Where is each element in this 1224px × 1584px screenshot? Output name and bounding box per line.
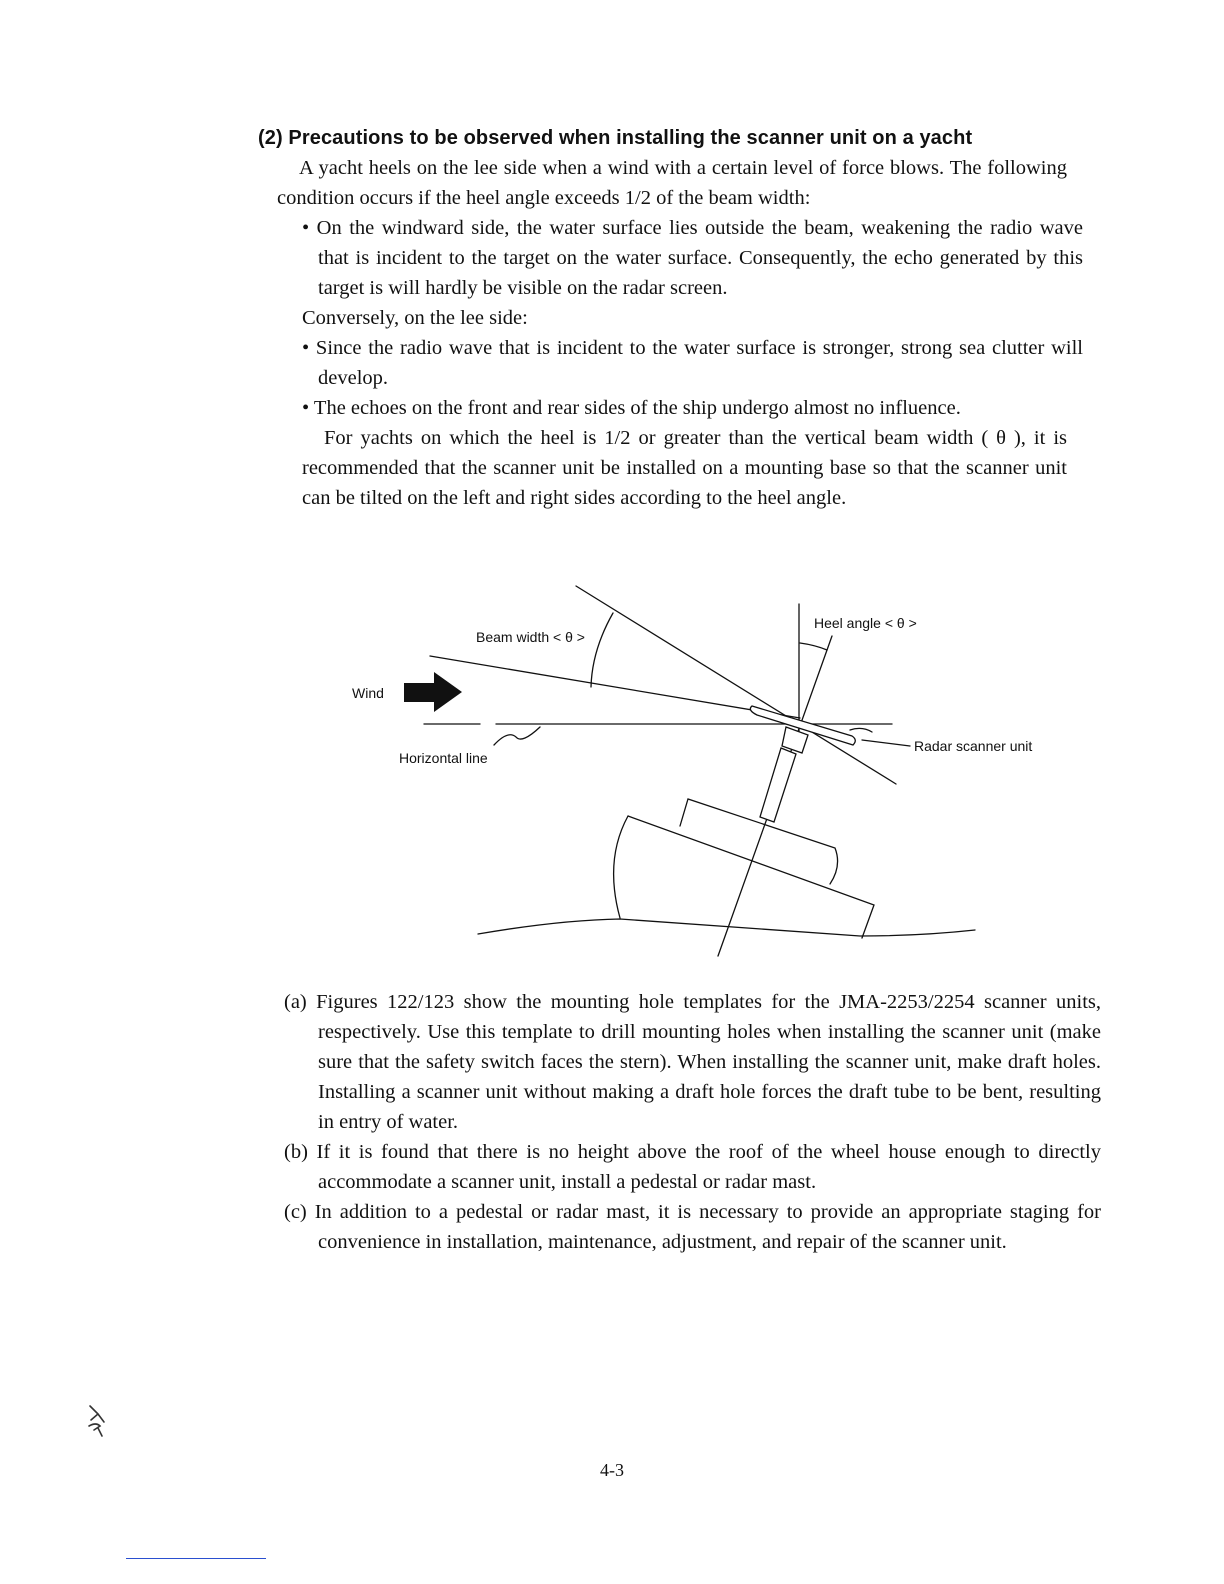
- beam-width-label: Beam width < θ >: [476, 629, 585, 645]
- recommendation-paragraph: For yachts on which the heel is 1/2 or greater than the vertical beam width ( θ ), it is recommended that the scanner unit be installed on a mounting base so that the scanner unit can be tilted on the left and right sides according to the heel angle.: [302, 427, 1067, 509]
- wind-label: Wind: [352, 685, 384, 701]
- horizontal-line-label: Horizontal line: [399, 750, 488, 766]
- intro-paragraph: A yacht heels on the lee side when a wind with a certain level of force blows. The following condition occurs if the heel angle exceeds 1/2 of the beam width:: [277, 157, 1067, 209]
- conversely-line: Conversely, on the lee side:: [302, 307, 528, 329]
- list-item-c: (c) In addition to a pedestal or radar mast, it is necessary to provide an appropriate staging for convenience in installation, maintenance, adjustment, and repair of the scanner unit.: [284, 1201, 1101, 1253]
- bullet-windward: • On the windward side, the water surface lies outside the beam, weakening the radio wave that is incident to the target on the water surface. Consequently, the echo generated by this target is will hardly be visible on the radar screen.: [302, 217, 1083, 299]
- radar-label-leader: [862, 740, 910, 746]
- list-item-b: (b) If it is found that there is no height above the roof of the wheel house enough to directly accommodate a scanner unit, install a pedestal or radar mast.: [284, 1141, 1101, 1193]
- section-heading: (2) Precautions to be observed when installing the scanner unit on a yacht: [258, 127, 973, 149]
- heel-angle-label: Heel angle < θ >: [814, 615, 917, 631]
- list-item-a: (a) Figures 122/123 show the mounting hole templates for the JMA-2253/2254 scanner units, respectively. Use this template to drill mounting holes when installing the scanner unit (make sure that the safety switch faces the stern). When installing the scanner unit, make draft holes. Installing a scanner unit without making a draft hole forces the draft tube to be bent, resulting in entry of water.: [284, 991, 1101, 1133]
- bullet-sea-clutter: • Since the radio wave that is incident to the water surface is stronger, strong sea clutter will develop.: [302, 337, 1083, 389]
- handwritten-margin-mark: [86, 1404, 108, 1438]
- yacht-hull: [614, 799, 874, 938]
- radar-beam-squiggle: [850, 728, 872, 732]
- heel-angle-arc: [800, 643, 827, 650]
- radar-scanner-label: Radar scanner unit: [914, 738, 1033, 754]
- bullet-echoes: • The echoes on the front and rear sides of the ship undergo almost no influence.: [302, 397, 961, 419]
- beam-width-arc: [591, 613, 613, 687]
- page-number: 4-3: [600, 1460, 624, 1480]
- horizontal-line-leader: [494, 727, 540, 745]
- beam-lower-edge-line: [430, 656, 800, 718]
- footer-rule: [126, 1558, 266, 1559]
- wind-arrow-icon: [404, 672, 462, 712]
